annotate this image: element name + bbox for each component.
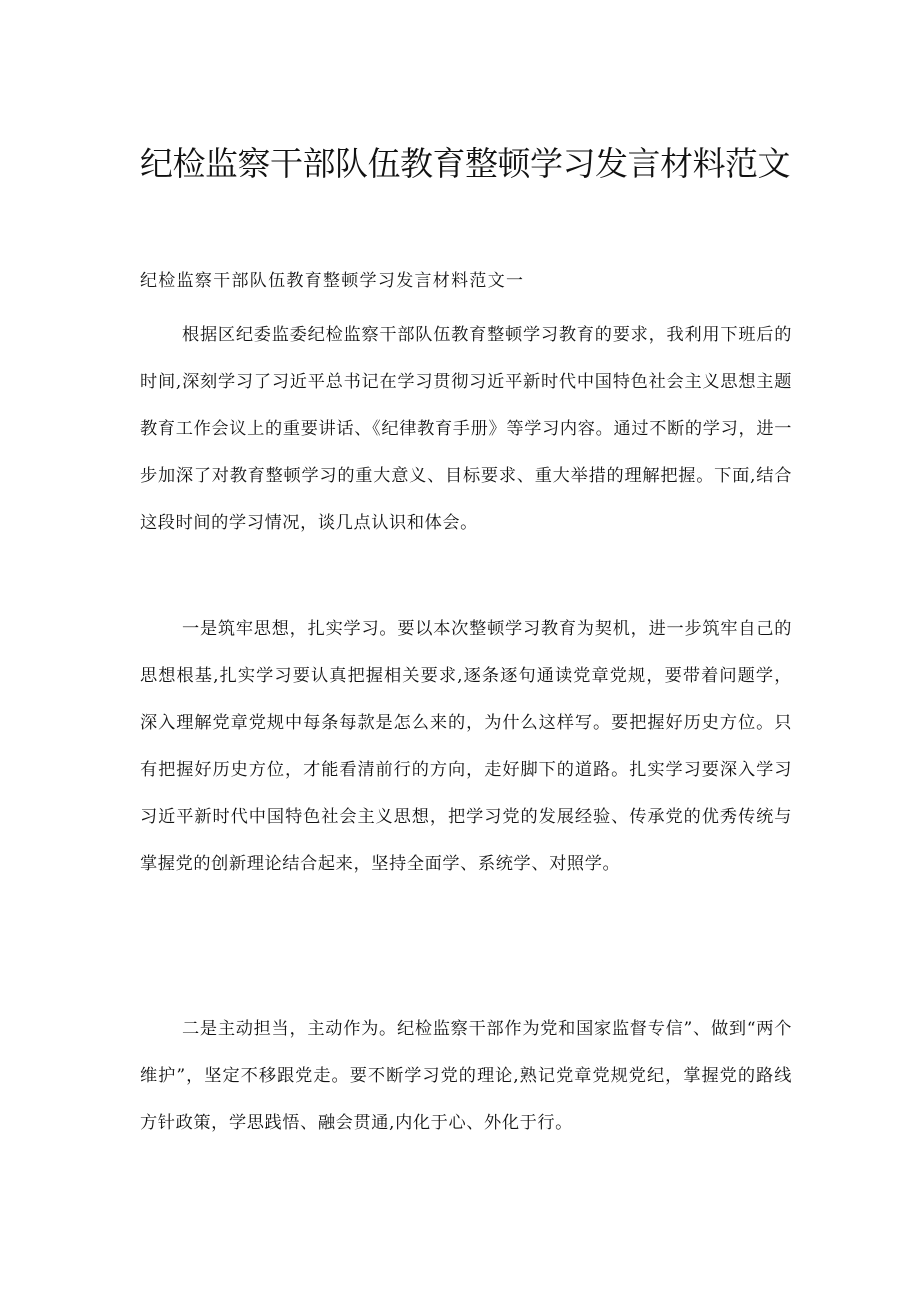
document-subtitle: 纪检监察干部队伍教育整顿学习发言材料范文一 xyxy=(140,271,525,291)
body-paragraph-1: 根据区纪委监委纪检监察干部队伍教育整顿学习教育的要求，我利用下班后的时间,深刻学习了习近平总书记在学习贯彻习近平新时代中国特色社会主义思想主题教育工作会议上的重要讲话、《纪律教育手册》等学习内容。通过不断的学习，进一步加深了对教育整顿学习的重大意义、目标要求、重大举措的理解把握。下面,结合这段时间的学习情况，谈几点认识和体会。 xyxy=(140,325,792,533)
body-paragraph-2: 一是筑牢思想，扎实学习。要以本次整顿学习教育为契机，进一步筑牢自己的思想根基,扎实学习要认真把握相关要求,逐条逐句通读党章党规，要带着问题学，深入理解党章党规中每条每款是怎么来的，为什么这样写。要把握好历史方位。只有把握好历史方位，才能看清前行的方向，走好脚下的道路。扎实学习要深入学习习近平新时代中国特色社会主义思想，把学习党的发展经验、传承党的优秀传统与掌握党的创新理论结合起来，坚持全面学、系统学、对照学。 xyxy=(140,619,792,874)
document-title: 纪检监察干部队伍教育整顿学习发言材料范文 xyxy=(140,144,790,183)
body-paragraph-3: 二是主动担当，主动作为。纪检监察干部作为党和国家监督专信”、做到“两个维护”，坚定不移跟党走。要不断学习党的理论,熟记党章党规党纪，掌握党的路线方针政策，学思践悟、融会贯通,内化于心、外化于行。 xyxy=(140,1019,792,1133)
